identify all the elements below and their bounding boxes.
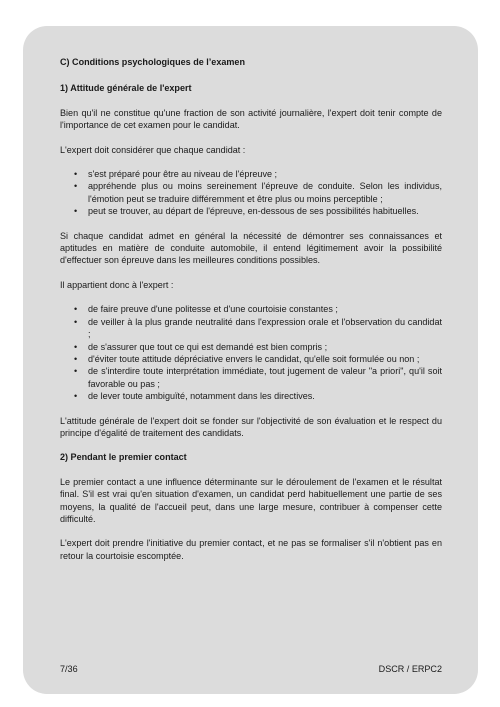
list-item: • d'éviter toute attitude dépréciative envers le candidat, qu'elle soit formulée ou non ;: [74, 353, 420, 364]
paragraph-intro: Bien qu'il ne constitue qu'une fraction de son activité journalière, l'expert doit tenir compte de l'importance de cet examen pour le candidat.: [60, 107, 442, 131]
list-item: • appréhende plus ou moins sereinement l'épreuve de conduite. Selon les individus, l'émotion peut se traduire différemment et être plus ou moins perceptible ;: [74, 181, 442, 204]
subsection-title-first-contact: 2) Pendant le premier contact: [60, 452, 187, 463]
bullet-icon: •: [74, 316, 78, 327]
list-item: • de faire preuve d'une politesse et d'une courtoisie constantes ;: [74, 304, 338, 315]
document-content: [60, 56, 442, 574]
subsection-title-attitude: 1) Attitude générale de l'expert: [60, 83, 192, 94]
list-item: • peut se trouver, au départ de l'épreuve, en-dessous de ses possibilités habituelles.: [74, 206, 419, 217]
bullet-icon: •: [74, 366, 78, 377]
bullet-icon: •: [74, 391, 78, 402]
list-item: • s'est préparé pour être au niveau de l'épreuve ;: [74, 169, 278, 180]
list-item: • de veiller à la plus grande neutralité dans l'expression orale et l'observation du candidat ;: [74, 316, 442, 340]
list-item: • de s'assurer que tout ce qui est demandé est bien compris ;: [74, 341, 328, 352]
bullet-icon: •: [74, 304, 78, 315]
consider-list: [60, 168, 442, 218]
bullet-icon: •: [74, 206, 78, 217]
paragraph-candidate-expectation: Si chaque candidat admet en général la nécessité de démontrer ses connaissances et aptitudes en matière de conduite automobile, il entend légitimement avoir la possibilité d'effectuer son épreuve dans les meilleures conditions possibles.: [60, 230, 442, 266]
list-item: • de lever toute ambiguïté, notamment dans les directives.: [74, 391, 315, 402]
paragraph-first-contact: Le premier contact a une influence déterminante sur le déroulement de l'examen et le résultat final. S'il est vrai qu'en situation d'examen, un candidat perd habituellement une partie de ses moyens, la qualité de l'accueil peut, dans une large mesure, contribuer à compenser cette difficulté.: [60, 476, 442, 524]
document-reference: DSCR / ERPC2: [378, 664, 442, 674]
duty-list: [60, 303, 442, 402]
paragraph-initiative: L'expert doit prendre l'initiative du premier contact, et ne pas se formaliser s'il n'obtient pas en retour la courtoisie escomptée.: [60, 538, 442, 561]
bullet-icon: •: [74, 169, 78, 180]
section-title: C) Conditions psychologiques de l’examen: [60, 57, 245, 67]
paragraph-conclusion: L'attitude générale de l'expert doit se fonder sur l'objectivité de son évaluation et le respect du principe d'égalité de traitement des candidats.: [60, 415, 442, 438]
paragraph-duty-lead: Il appartient donc à l'expert :: [60, 279, 174, 290]
bullet-icon: •: [74, 341, 78, 352]
bullet-icon: •: [74, 181, 78, 192]
bullet-icon: •: [74, 353, 78, 364]
page-number: 7/36: [60, 664, 78, 674]
page-footer: [60, 664, 442, 674]
list-item: • de s'interdire toute interprétation immédiate, tout jugement de valeur "a priori", qu'il soit favorable ou pas ;: [74, 366, 442, 389]
paragraph-consider-lead: L'expert doit considérer que chaque candidat :: [60, 144, 246, 155]
